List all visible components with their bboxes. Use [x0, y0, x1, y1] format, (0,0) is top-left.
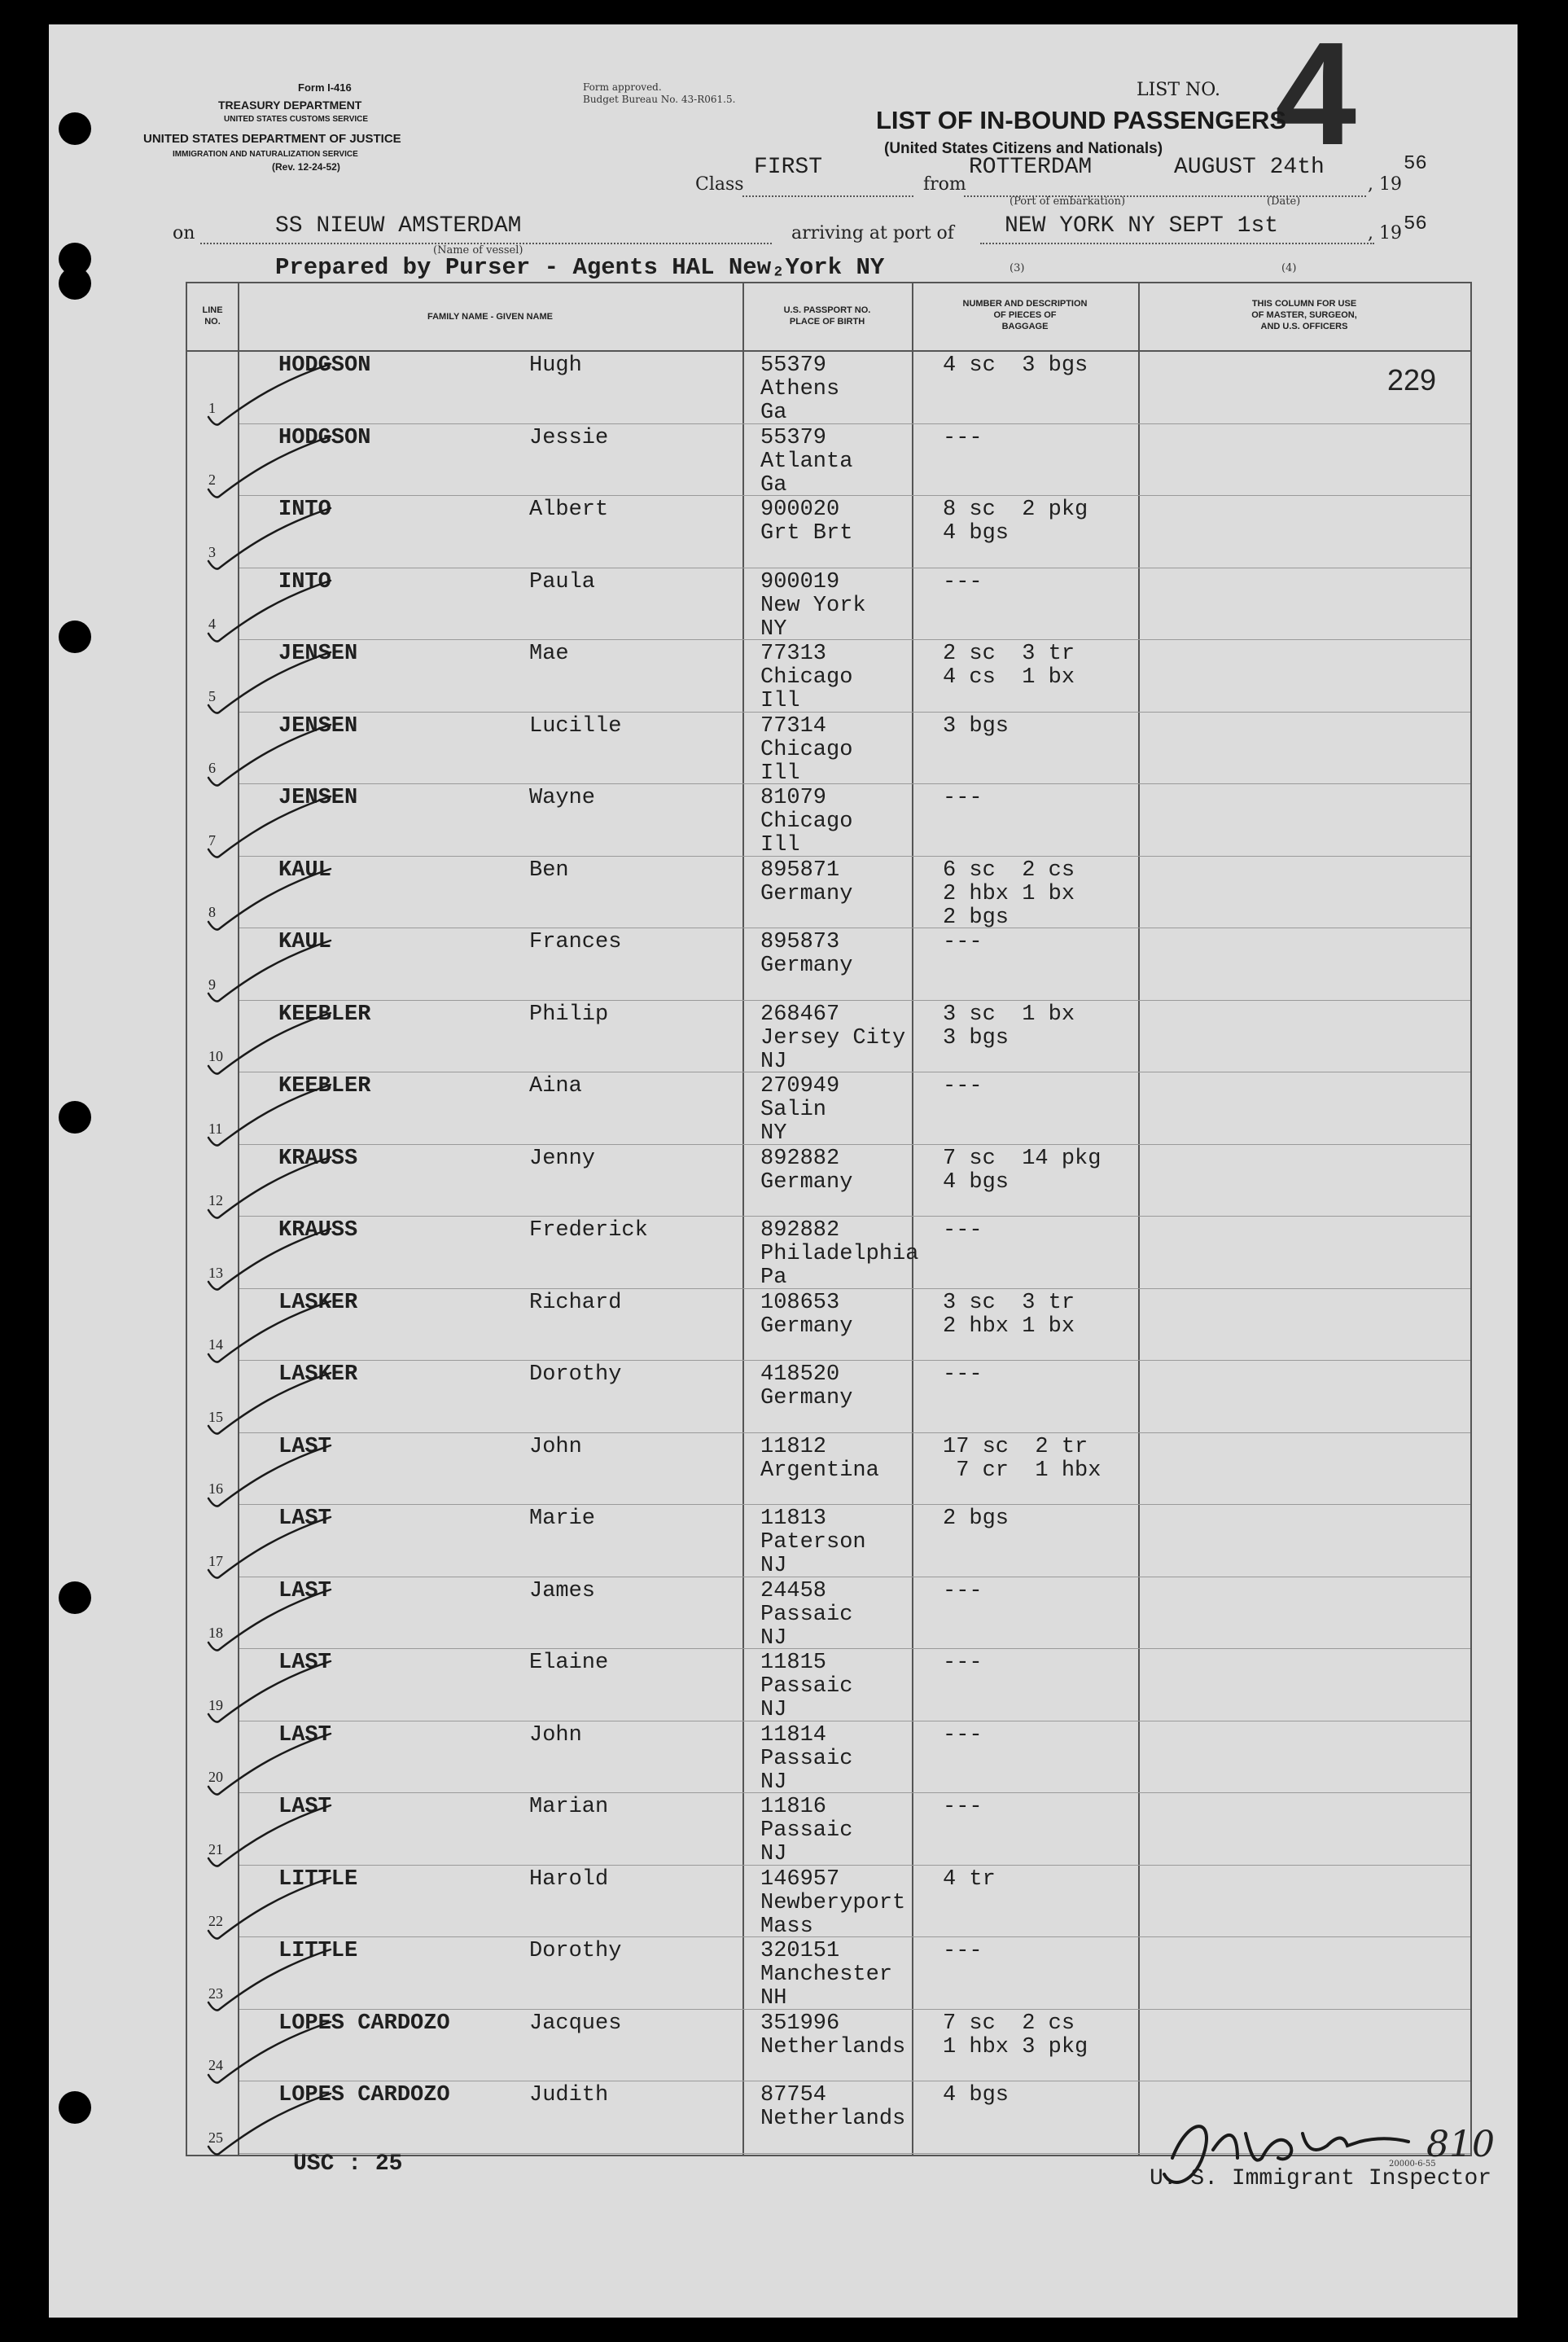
line-number: 3 — [208, 543, 216, 560]
passport-place: 892882 — [760, 1218, 840, 1243]
family-name: KAUL — [278, 857, 331, 883]
line-number: 6 — [208, 760, 216, 776]
family-name: KRAUSS — [278, 1146, 358, 1171]
line-number: 14 — [208, 1336, 223, 1353]
passport-place: Passaic — [760, 1818, 853, 1843]
checkmark-icon — [192, 1585, 339, 1659]
year-1: 56 — [1404, 153, 1427, 175]
inspector-signature — [1140, 2101, 1433, 2199]
baggage-desc: --- — [943, 1722, 983, 1748]
passport-place: Passaic — [760, 1746, 853, 1771]
passport-place: Argentina — [760, 1458, 879, 1483]
family-name: JENSEN — [278, 642, 358, 666]
passport-place: Philadelphia — [760, 1242, 919, 1266]
vessel-caption: (Name of vessel) — [433, 244, 523, 257]
baggage-desc: --- — [943, 1074, 983, 1099]
passport-place: NJ — [760, 1770, 787, 1795]
checkmark-icon — [192, 1297, 339, 1371]
revision-date: (Rev. 12-24-52) — [272, 161, 340, 173]
table-row — [0, 1289, 1568, 1362]
col-header-name: FAMILY NAME - GIVEN NAME — [427, 312, 554, 322]
passport-place: Athens — [760, 377, 840, 401]
table-row — [0, 857, 1568, 929]
col-header-line-no: LINE NO. — [202, 305, 223, 327]
checkmark-icon — [192, 1081, 339, 1154]
year-prefix: , 19 — [1368, 174, 1402, 195]
baggage-desc: 8 sc 2 pkg — [943, 498, 1088, 522]
passport-place: NJ — [760, 1625, 787, 1651]
line-number: 24 — [208, 2057, 223, 2073]
baggage-desc: 3 sc 3 tr — [943, 1290, 1075, 1315]
given-name: Aina — [529, 1074, 582, 1099]
baggage-desc: 17 sc 2 tr — [943, 1434, 1088, 1459]
date-caption: (Date) — [1267, 195, 1301, 208]
passport-place: 146957 — [760, 1866, 840, 1892]
justice-dept: UNITED STATES DEPARTMENT OF JUSTICE — [143, 132, 401, 146]
checkmark-icon — [192, 504, 339, 577]
passport-place: 895871 — [760, 857, 840, 883]
checkmark-icon — [192, 648, 339, 721]
table-row — [0, 1577, 1568, 1650]
family-name: LAST — [278, 1795, 331, 1819]
baggage-desc: 7 sc 14 pkg — [943, 1146, 1102, 1171]
line-number: 7 — [208, 831, 216, 849]
embarkation-date: AUGUST 24th — [1174, 155, 1325, 180]
arrival-port-date: NEW YORK NY SEPT 1st — [1005, 213, 1279, 239]
given-name: Wayne — [529, 786, 596, 810]
line-number: 11 — [208, 1120, 223, 1137]
checkmark-icon — [192, 1225, 339, 1298]
table-row — [0, 2010, 1568, 2082]
given-name: Ben — [529, 857, 569, 883]
given-name: James — [529, 1578, 596, 1603]
from-label: from — [923, 174, 966, 195]
given-name: Philip — [529, 1002, 609, 1027]
table-row — [0, 713, 1568, 785]
print-code: 20000-6-55 — [1389, 2160, 1436, 2169]
passport-place: 11812 — [760, 1434, 827, 1459]
usc-count: USC : 25 — [293, 2151, 403, 2177]
line-number: 5 — [208, 687, 216, 704]
passport-place: Ga — [760, 401, 787, 425]
given-name: Frances — [529, 930, 622, 954]
line-number: 4 — [208, 616, 216, 632]
caption-3: (3) — [1010, 262, 1025, 274]
given-name: Dorothy — [529, 1362, 622, 1387]
passport-place: Germany — [760, 1386, 853, 1410]
table-row — [0, 1793, 1568, 1866]
table-row — [0, 1721, 1568, 1794]
passport-place: Germany — [760, 954, 853, 978]
given-name: Jessie — [529, 425, 609, 450]
family-name: KAUL — [278, 930, 331, 954]
line-number: 12 — [208, 1192, 223, 1208]
passport-place: 11816 — [760, 1795, 827, 1819]
port-caption: (Port of embarkation) — [1010, 195, 1126, 208]
passport-place: 55379 — [760, 425, 827, 450]
family-name: LITTLE — [278, 1866, 358, 1892]
given-name: Dorothy — [529, 1939, 622, 1963]
passport-place: 87754 — [760, 2083, 827, 2107]
baggage-desc: 3 bgs — [943, 1025, 1010, 1050]
passport-place: Ill — [760, 833, 800, 857]
given-name: Mae — [529, 642, 569, 666]
passport-place: Ill — [760, 761, 800, 786]
checkmark-icon — [192, 1657, 339, 1730]
inspector-number: 810 — [1426, 2124, 1495, 2165]
binder-hole — [59, 267, 91, 300]
customs-service: UNITED STATES CUSTOMS SERVICE — [224, 115, 369, 124]
passport-place: Manchester — [760, 1963, 893, 1987]
form-number: Form I-416 — [298, 81, 352, 94]
passport-place: 892882 — [760, 1146, 840, 1171]
passport-place: NJ — [760, 1698, 787, 1722]
page-number: 229 — [1387, 363, 1437, 397]
passport-place: 900019 — [760, 569, 840, 594]
on-label: on — [173, 223, 195, 243]
baggage-desc: --- — [943, 1795, 983, 1819]
table-row — [0, 784, 1568, 857]
baggage-desc: 2 bgs — [943, 905, 1010, 930]
passport-place: 895873 — [760, 930, 840, 954]
baggage-desc: --- — [943, 1218, 983, 1243]
form-title: LIST OF IN-BOUND PASSENGERS — [876, 106, 1287, 134]
passport-place: 81079 — [760, 786, 827, 810]
caption-4: (4) — [1281, 262, 1297, 274]
passport-place: Germany — [760, 1314, 853, 1339]
checkmark-icon — [192, 1153, 339, 1226]
baggage-desc: --- — [943, 425, 983, 450]
baggage-desc: 4 tr — [943, 1866, 996, 1892]
passport-place: Netherlands — [760, 2107, 906, 2131]
baggage-desc: --- — [943, 1578, 983, 1603]
baggage-desc: 2 hbx 1 bx — [943, 881, 1075, 906]
line-number: 19 — [208, 1696, 223, 1713]
table-row — [0, 1217, 1568, 1289]
passport-place: 11815 — [760, 1651, 827, 1675]
passport-place: Salin — [760, 1098, 827, 1122]
given-name: Richard — [529, 1290, 622, 1315]
binder-hole — [59, 112, 91, 145]
passport-place: 270949 — [760, 1074, 840, 1099]
immigration-service: IMMIGRATION AND NATURALIZATION SERVICE — [173, 150, 358, 159]
line-number: 2 — [208, 471, 216, 488]
line-number: 18 — [208, 1625, 223, 1641]
passport-place: Germany — [760, 881, 853, 906]
passport-place: Netherlands — [760, 2034, 906, 2059]
family-name: LAST — [278, 1722, 331, 1748]
passport-place: NY — [760, 616, 787, 642]
checkmark-icon — [192, 1874, 339, 1947]
baggage-desc: --- — [943, 569, 983, 594]
baggage-desc: 4 bgs — [943, 1169, 1010, 1195]
passport-place: Paterson — [760, 1530, 866, 1555]
line-number: 23 — [208, 1985, 223, 2002]
checkmark-icon — [192, 1801, 339, 1875]
checkmark-icon — [192, 577, 339, 650]
given-name: Albert — [529, 498, 609, 522]
passport-place: 24458 — [760, 1578, 827, 1603]
checkmark-icon — [192, 1945, 339, 2019]
checkmark-icon — [192, 936, 339, 1010]
family-name: LASKER — [278, 1290, 358, 1315]
baggage-desc: 3 bgs — [943, 713, 1010, 739]
passport-place: 77313 — [760, 642, 827, 666]
table-row — [0, 568, 1568, 641]
arrival-line — [980, 243, 1374, 244]
passport-place: 268467 — [760, 1002, 840, 1027]
family-name: JENSEN — [278, 786, 358, 810]
given-name: Paula — [529, 569, 596, 594]
col-header-passport: U.S. PASSPORT NO. PLACE OF BIRTH — [783, 305, 871, 327]
class-line — [742, 195, 913, 197]
family-name: LAST — [278, 1578, 331, 1603]
baggage-desc: 6 sc 2 cs — [943, 857, 1075, 883]
line-number: 10 — [208, 1048, 223, 1064]
family-name: INTO — [278, 569, 331, 594]
family-name: JENSEN — [278, 713, 358, 739]
given-name: Hugh — [529, 353, 582, 378]
form-subtitle: (United States Citizens and Nationals) — [884, 140, 1163, 157]
passport-place: Chicago — [760, 809, 853, 834]
given-name: Marian — [529, 1795, 609, 1819]
passport-place: 320151 — [760, 1939, 840, 1963]
passport-place: Ill — [760, 689, 800, 713]
given-name: John — [529, 1434, 582, 1459]
col-header-officers: THIS COLUMN FOR USE OF MASTER, SURGEON, AND U.S. OFFICERS — [1251, 299, 1357, 331]
given-name: Jenny — [529, 1146, 596, 1171]
class-value: FIRST — [754, 155, 823, 180]
baggage-desc: --- — [943, 1939, 983, 1963]
passport-place: NJ — [760, 1049, 787, 1074]
passport-place: Newberyport — [760, 1890, 906, 1915]
line-number: 20 — [208, 1769, 223, 1785]
checkmark-icon — [192, 432, 339, 506]
table-row — [0, 352, 1568, 424]
family-name: KRAUSS — [278, 1218, 358, 1243]
line-number: 21 — [208, 1840, 223, 1857]
family-name: HODGSON — [278, 353, 371, 378]
table-top-border — [186, 282, 1472, 283]
table-row — [0, 640, 1568, 713]
baggage-desc: 7 sc 2 cs — [943, 2011, 1075, 2036]
table-row — [0, 928, 1568, 1001]
baggage-desc: 3 sc 1 bx — [943, 1002, 1075, 1027]
baggage-desc: --- — [943, 1651, 983, 1675]
line-number: 16 — [208, 1480, 223, 1497]
passport-place: Passaic — [760, 1674, 853, 1699]
baggage-desc: 4 bgs — [943, 521, 1010, 546]
family-name: LAST — [278, 1651, 331, 1675]
treasury-dept: TREASURY DEPARTMENT — [218, 99, 362, 112]
passport-place: Atlanta — [760, 449, 853, 474]
passport-place: Pa — [760, 1265, 787, 1290]
table-row — [0, 1001, 1568, 1073]
line-number: 9 — [208, 976, 216, 993]
baggage-desc: 7 cr 1 hbx — [943, 1458, 1102, 1483]
passport-place: Mass — [760, 1914, 813, 1939]
table-row — [0, 1937, 1568, 2010]
checkmark-icon — [192, 721, 339, 794]
given-name: John — [529, 1722, 582, 1748]
line-number: 25 — [208, 2129, 223, 2146]
baggage-desc: 4 sc 3 bgs — [943, 353, 1088, 378]
table-row — [0, 1505, 1568, 1577]
line-number: 22 — [208, 1913, 223, 1929]
passport-place: 900020 — [760, 498, 840, 522]
given-name: Jacques — [529, 2011, 622, 2036]
passport-place: NY — [760, 1121, 787, 1146]
passport-place: 77314 — [760, 713, 827, 739]
passport-place: 11814 — [760, 1722, 827, 1748]
class-label: Class — [695, 174, 744, 195]
table-row — [0, 424, 1568, 497]
form-approved: Form approved. — [583, 81, 662, 93]
checkmark-icon — [192, 1369, 339, 1442]
list-no-label: LIST NO. — [1137, 80, 1221, 100]
baggage-desc: 2 sc 3 tr — [943, 642, 1075, 666]
family-name: LOPES CARDOZO — [278, 2083, 450, 2107]
family-name: LAST — [278, 1507, 331, 1531]
passport-place: Germany — [760, 1169, 853, 1195]
family-name: KEEBLER — [278, 1002, 371, 1027]
year-prefix-2: , 19 — [1368, 223, 1402, 243]
family-name: KEEBLER — [278, 1074, 371, 1099]
line-number: 1 — [208, 399, 216, 416]
passport-place: Ga — [760, 472, 787, 498]
family-name: LOPES CARDOZO — [278, 2011, 450, 2036]
checkmark-icon — [192, 2018, 339, 2091]
budget-bureau: Budget Bureau No. 43-R061.5. — [583, 94, 736, 105]
table-row — [0, 1072, 1568, 1145]
passport-place: Chicago — [760, 737, 853, 762]
table-row — [0, 1145, 1568, 1217]
passport-place: 55379 — [760, 353, 827, 378]
checkmark-icon — [192, 360, 339, 433]
passport-place: NH — [760, 1986, 787, 2011]
arriving-label: arriving at port of — [791, 223, 954, 243]
baggage-desc: 4 cs 1 bx — [943, 665, 1075, 690]
checkmark-icon — [192, 865, 339, 938]
checkmark-icon — [192, 1513, 339, 1586]
family-name: LAST — [278, 1434, 331, 1459]
line-number: 17 — [208, 1552, 223, 1569]
passport-place: 108653 — [760, 1290, 840, 1315]
given-name: Judith — [529, 2083, 609, 2107]
vessel-name: SS NIEUW AMSTERDAM — [275, 213, 522, 239]
table-row — [0, 1649, 1568, 1721]
baggage-desc: 1 hbx 3 pkg — [943, 2034, 1088, 2059]
baggage-desc: --- — [943, 786, 983, 810]
baggage-desc: 4 bgs — [943, 2083, 1010, 2107]
passport-place: 351996 — [760, 2011, 840, 2036]
passport-place: Passaic — [760, 1602, 853, 1627]
passport-place: 418520 — [760, 1362, 840, 1387]
family-name: HODGSON — [278, 425, 371, 450]
passport-place: NJ — [760, 1842, 787, 1866]
baggage-desc: --- — [943, 930, 983, 954]
table-row — [0, 1433, 1568, 1506]
given-name: Elaine — [529, 1651, 609, 1675]
prepared-by: Prepared by Purser - Agents HAL New₂York NY — [275, 254, 885, 281]
given-name: Marie — [529, 1507, 596, 1531]
year-2: 56 — [1404, 213, 1427, 235]
passport-place: New York — [760, 593, 866, 618]
given-name: Lucille — [529, 713, 622, 739]
family-name: LASKER — [278, 1362, 358, 1387]
table-row — [0, 1361, 1568, 1433]
baggage-desc: --- — [943, 1362, 983, 1387]
inspector-title: U. S. Immigrant Inspector — [1150, 2166, 1492, 2191]
line-number: 8 — [208, 904, 216, 920]
port-of-embarkation: ROTTERDAM — [969, 155, 1093, 180]
checkmark-icon — [192, 1730, 339, 1803]
passport-place: Grt Brt — [760, 521, 853, 546]
list-number: 4 — [1275, 12, 1357, 176]
passport-place: NJ — [760, 1554, 787, 1578]
checkmark-icon — [192, 1009, 339, 1082]
given-name: Frederick — [529, 1218, 648, 1243]
passport-place: 11813 — [760, 1507, 827, 1531]
baggage-desc: 2 bgs — [943, 1507, 1010, 1531]
checkmark-icon — [192, 792, 339, 866]
table-row — [0, 1866, 1568, 1938]
given-name: Harold — [529, 1866, 609, 1892]
line-number: 13 — [208, 1264, 223, 1281]
table-row — [0, 496, 1568, 568]
col-header-baggage: NUMBER AND DESCRIPTION OF PIECES OF BAGGAGE — [962, 299, 1088, 331]
baggage-desc: 2 hbx 1 bx — [943, 1314, 1075, 1339]
checkmark-icon — [192, 1441, 339, 1515]
passport-place: Chicago — [760, 665, 853, 690]
family-name: LITTLE — [278, 1939, 358, 1963]
family-name: INTO — [278, 498, 331, 522]
line-number: 15 — [208, 1408, 223, 1425]
passport-place: Jersey City — [760, 1025, 906, 1050]
